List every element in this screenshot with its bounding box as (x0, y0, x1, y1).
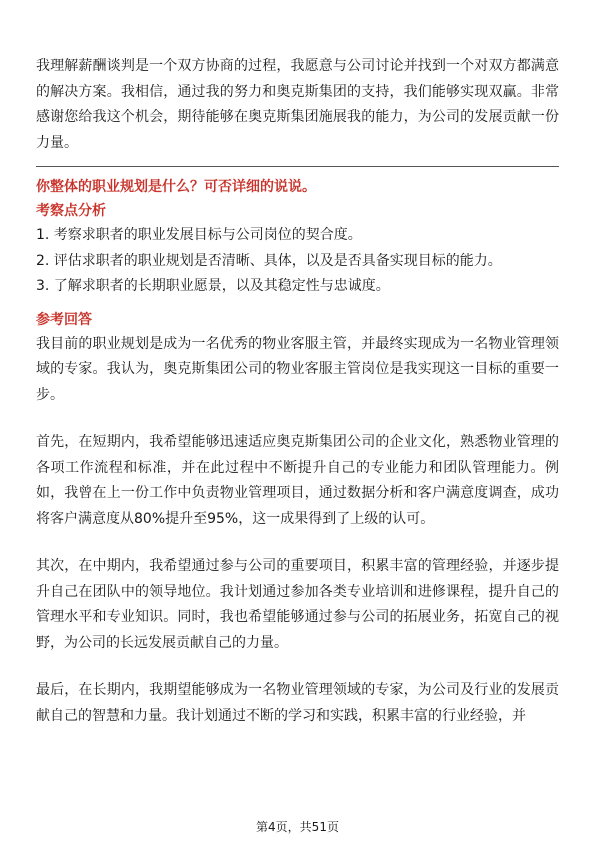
analysis-point: 1. 考察求职者的职业发展目标与公司岗位的契合度。 (36, 227, 362, 243)
answer-paragraph: 最后，在长期内，我期望能够成为一名物业管理领域的专家，为公司及行业的发展贡献自己的智慧和力量。我计划通过不断的学习和实践，积累丰富的行业经验，并 (36, 682, 559, 724)
answer-paragraph: 首先，在短期内，我希望能够迅速适应奥克斯集团公司的企业文化，熟悉物业管理的各项工作流程和标准，并在此过程中不断提升自己的专业能力和团队管理能力。例如，我曾在上一份工作中负责物业管理项目，通过数据分析和客户满意度调查，成功将客户满意度从80%提升至95%，这一成果得到了上级的认可。 (36, 434, 559, 527)
document-page (36, 0, 559, 729)
analysis-heading: 考察点分析 (36, 203, 106, 219)
analysis-point: 3. 了解求职者的长期职业愿景，以及其稳定性与忠诚度。 (36, 278, 390, 294)
section-divider (36, 166, 559, 167)
intro-paragraph: 我理解薪酬谈判是一个双方协商的过程，我愿意与公司讨论并找到一个对双方都满意的解决方案。我相信，通过我的努力和奥克斯集团的支持，我们能够实现双赢。非常感谢您给我这个机会，期待能够在奥克斯集团施展我的能力，为公司的发展贡献一份力量。 (36, 58, 559, 151)
analysis-point: 2. 评估求职者的职业规划是否清晰、具体，以及是否具备实现目标的能力。 (36, 252, 502, 269)
page-number: 第4页，共51页 (256, 820, 339, 834)
answer-paragraph: 我目前的职业规划是成为一名优秀的物业客服主管，并最终实现成为一名物业管理领域的专家。我认为，奥克斯集团公司的物业客服主管岗位是我实现这一目标的重要一步。 (36, 335, 559, 403)
question-heading: 你整体的职业规划是什么？可否详细的说说。 (36, 179, 316, 195)
answer-heading: 参考回答 (36, 311, 92, 328)
answer-paragraph: 其次，在中期内，我希望通过参与公司的重要项目，积累丰富的管理经验，并逐步提升自己在团队中的领导地位。我计划通过参加各类专业培训和进修课程，提升自己的管理水平和专业知识。同时，我也希望能够通过参与公司的拓展业务，拓宽自己的视野，为公司的长远发展贡献自己的力量。 (36, 558, 559, 651)
